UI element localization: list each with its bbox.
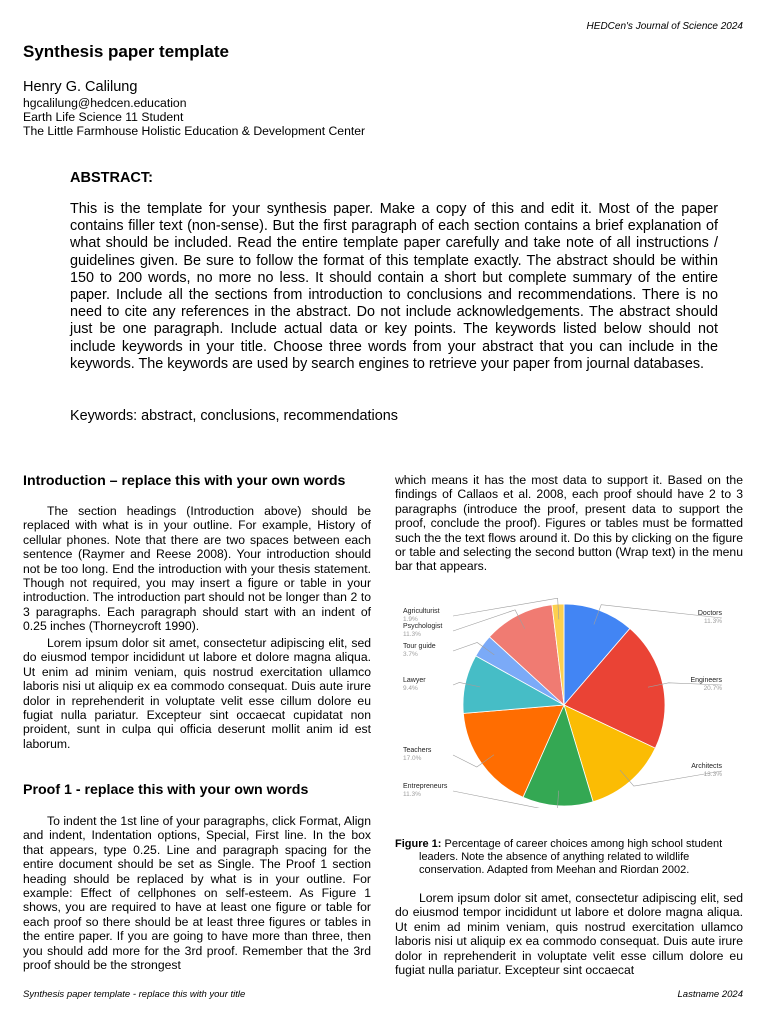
introduction-paragraph-1: The section headings (Introduction above) should be replaced with what is in your outline. For example, History of cellular phones. Note that there are two spaces between each sentence (Raymer and Reese 2008). Your introduction should not be too long. End the introduction with your thesis statement. Though not required, you may insert a figure or table in your introduction. The introduction part should not be longer than 2 to 3 paragraphs. Each paragraph should start with an indent of 0.25 inches (Thorneycroft 1990). <box>23 504 371 634</box>
keywords: Keywords: abstract, conclusions, recommendations <box>70 408 398 424</box>
footer-lastname: Lastname 2024 <box>677 989 743 1000</box>
career-pie-chart <box>395 598 745 808</box>
pie-label-engineers: Engineers <box>690 677 722 684</box>
abstract-body: This is the template for your synthesis paper. Make a copy of this and edit it. Most of the paper contains filler text (non-sense). But the first paragraph of each section contains a brief explanation of what should be included. Read the entire template paper carefully and take note of all instructions / guidelines given. Be sure to follow the format of this template exactly. The abstract should be within 150 to 200 words, no more no less. It should contain a short but complete summary of the entire paper. Include all the sections from introduction to conclusions and recommendations. There is no need to cite any references in the abstract. Do not include acknowledgements. The abstract should just be one paragraph. Include actual data or key points. The keywords listed below should not include keywords in your title. Choose three words from your abstract that you can include in the keywords. The keywords are used by search engines to retrieve your paper from journal databases. <box>70 201 718 372</box>
figure-caption <box>395 838 745 877</box>
pie-label-entrepreneurs: Entrepreneurs <box>403 783 448 790</box>
introduction-paragraph-2: Lorem ipsum dolor sit amet, consectetur adipiscing elit, sed do eiusmod tempor incididunt ut labore et dolore magna aliqua. Ut enim ad minim veniam, quis nostrud exercitation ullamco laboris nisi ut aliquip ex ea commodo consequat. Duis aute irure dolor in reprehenderit in voluptate velit esse cillum dolore eu fugiat nulla pariatur. Excepteur sint occaecat cupidatat non proident, sunt in culpa qui officia deserunt mollit anim id est laborum. <box>23 636 371 751</box>
pie-label-lawyer: Lawyer <box>403 677 426 684</box>
pie-label-teachers: Teachers <box>403 747 432 754</box>
pie-label-agriculturist: Agriculturist <box>403 608 440 615</box>
proof1-paragraph-1-continued: which means it has the most data to support it. Based on the findings of Callaos et al. 2008, each proof should have 2 to 3 paragraphs (introduce the proof, present data to support the proof, conclude the proof). Figures or tables must be formatted such the the text flows around it. Do this by clicking on the figure or table and selecting the second button (Wrap text) in the menu bar that appears. <box>395 473 743 574</box>
author-role: Earth Life Science 11 Student <box>23 110 184 124</box>
proof1-paragraph-2: Lorem ipsum dolor sit amet, consectetur adipiscing elit, sed do eiusmod tempor incididunt ut labore et dolore magna aliqua. Ut enim ad minim veniam, quis nostrud exercitation ullamco laboris nisi ut aliquip ex ea commodo consequat. Duis aute irure dolor in reprehenderit in voluptate velit esse cillum dolore eu fugiat nulla pariatur. Excepteur sint occaecat <box>395 891 743 977</box>
pie-label-psychologist: Psychologist <box>403 623 443 630</box>
pie-label-architects: Architects <box>691 763 722 770</box>
introduction-heading: Introduction – replace this with your own words <box>23 473 346 489</box>
pie-label-doctors: Doctors <box>697 610 722 617</box>
pie-value-agriculturist: 1.9% <box>403 616 418 623</box>
paper-title: Synthesis paper template <box>23 42 229 61</box>
author-email: hgcalilung@hedcen.education <box>23 96 187 110</box>
pie-value-teachers: 17.0% <box>403 755 422 762</box>
pie-value-psychologist: 11.3% <box>403 631 421 638</box>
pie-value-architects: 13.3% <box>703 771 722 778</box>
journal-header: HEDCen's Journal of Science 2024 <box>586 21 743 32</box>
pie-value-engineers: 20.7% <box>703 685 722 692</box>
figure-label: Figure 1: <box>395 838 442 850</box>
figure-caption-text: Percentage of career choices among high school student leaders. Note the absence of anything related to wildlife conservation. Adapted from Meehan and Riordan 2002. <box>419 838 723 876</box>
author-organization: The Little Farmhouse Holistic Education & Development Center <box>23 124 366 138</box>
pie-value-entrepreneurs: 11.3% <box>403 791 421 798</box>
pie-value-doctors: 11.3% <box>704 618 722 625</box>
proof1-heading: Proof 1 - replace this with your own words <box>23 782 309 798</box>
author-name: Henry G. Calilung <box>23 79 138 95</box>
proof1-paragraph-1: To indent the 1st line of your paragraphs, click Format, Align and indent, Indentation options, Special, First line. In the box that appears, type 0.25. Line and paragraph spacing for the entire document should be set as Single. The Proof 1 section heading should be replaced by what is in your outline. For example: Effect of cellphones on self-esteem. As Figure 1 shows, you are required to have at least one figure or table for each proof so there should be at least three figures or tables in the entire paper. If you are going to have more than three, then you should add more for the 3rd proof. Remember that the 3rd proof should be the strongest <box>23 814 371 973</box>
pie-value-lawyer: 9.4% <box>403 685 418 692</box>
pie-value-tour-guide: 3.7% <box>403 651 418 658</box>
abstract-heading: ABSTRACT: <box>70 170 153 186</box>
footer-title: Synthesis paper template - replace this with your title <box>23 989 246 1000</box>
pie-label-tour-guide: Tour guide <box>403 643 436 650</box>
